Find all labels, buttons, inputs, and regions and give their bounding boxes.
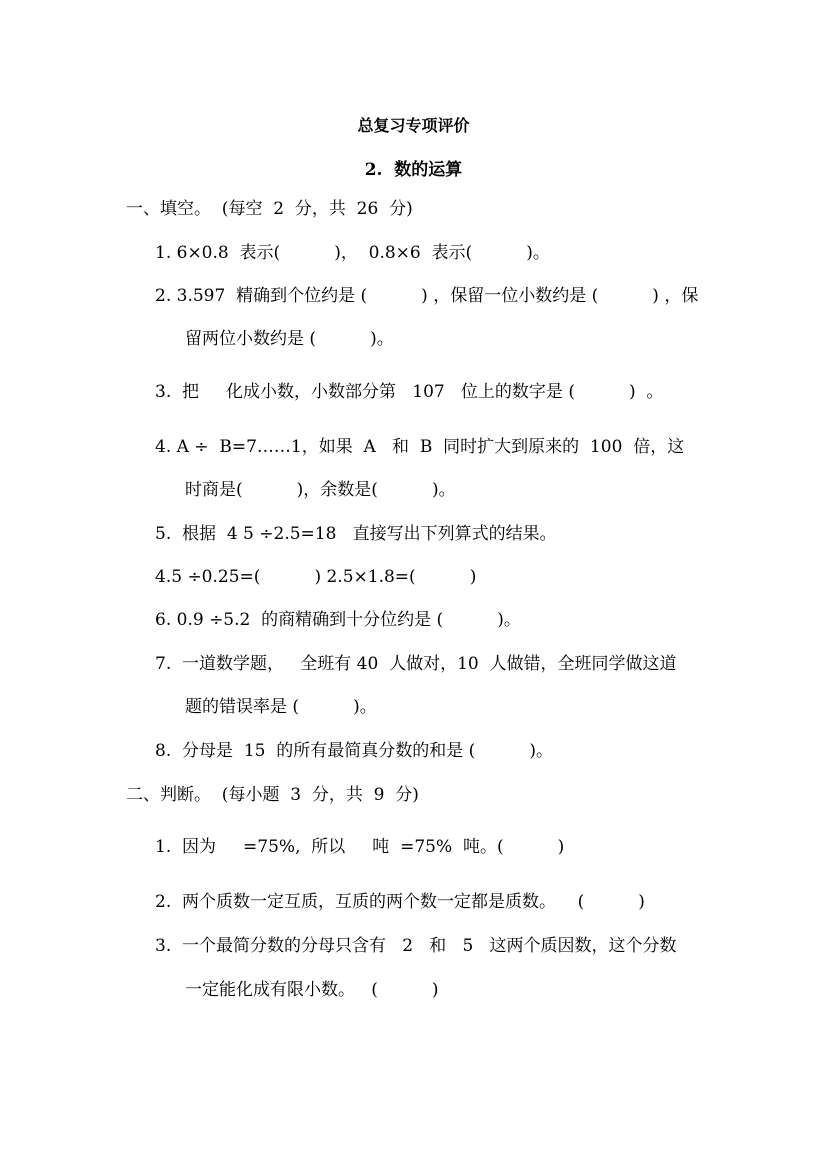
question-1-5-answers: 4.5 ÷0.25=( ) 2.5×1.8=( ) bbox=[155, 567, 477, 587]
section-heading-fill-blank: 一、填空。 (每空 2 分，共 26 分) bbox=[126, 199, 413, 219]
question-1-6: 6. 0.9 ÷5.2 的商精确到十分位约是 ( )。 bbox=[155, 610, 521, 630]
section-heading-judge: 二、判断。 (每小题 3 分，共 9 分) bbox=[126, 785, 419, 805]
question-1-4-cont: 时商是( )，余数是( )。 bbox=[185, 480, 456, 500]
question-2-2: 2. 两个质数一定互质，互质的两个数一定都是质数。 ( ) bbox=[155, 892, 645, 912]
question-1-4: 4. A ÷ B=7……1，如果 A 和 B 同时扩大到原来的 100 倍，这 bbox=[155, 437, 685, 457]
question-1-1: 1. 6×0.8 表示( )， 0.8×6 表示( )。 bbox=[155, 243, 550, 263]
question-1-5: 5. 根据 4 5 ÷2.5=18 直接写出下列算式的结果。 bbox=[155, 524, 557, 544]
question-1-8: 8. 分母是 15 的所有最简真分数的和是 ( )。 bbox=[155, 741, 553, 761]
question-1-7: 7. 一道数学题， 全班有 40 人做对，10 人做错，全班同学做这道 bbox=[155, 654, 677, 674]
page-title: 总复习专项评价 bbox=[357, 116, 470, 135]
question-2-1: 1. 因为 =75%, 所以 吨 =75% 吨。( ) bbox=[155, 837, 565, 857]
question-1-3: 3. 把 化成小数，小数部分第 107 位上的数字是 ( ) 。 bbox=[155, 382, 664, 402]
question-1-2: 2. 3.597 精确到个位约是 ( ) ，保留一位小数约是 ( ) ，保 bbox=[155, 286, 699, 306]
question-2-3: 3. 一个最简分数的分母只含有 2 和 5 这两个质因数，这个分数 bbox=[155, 936, 677, 956]
question-2-3-cont: 一定能化成有限小数。 ( ) bbox=[185, 980, 439, 1000]
question-1-7-cont: 题的错误率是 ( )。 bbox=[185, 697, 377, 717]
question-1-2-cont: 留两位小数约是 ( )。 bbox=[185, 329, 394, 349]
page-subtitle: 2. 数的运算 bbox=[364, 160, 463, 180]
